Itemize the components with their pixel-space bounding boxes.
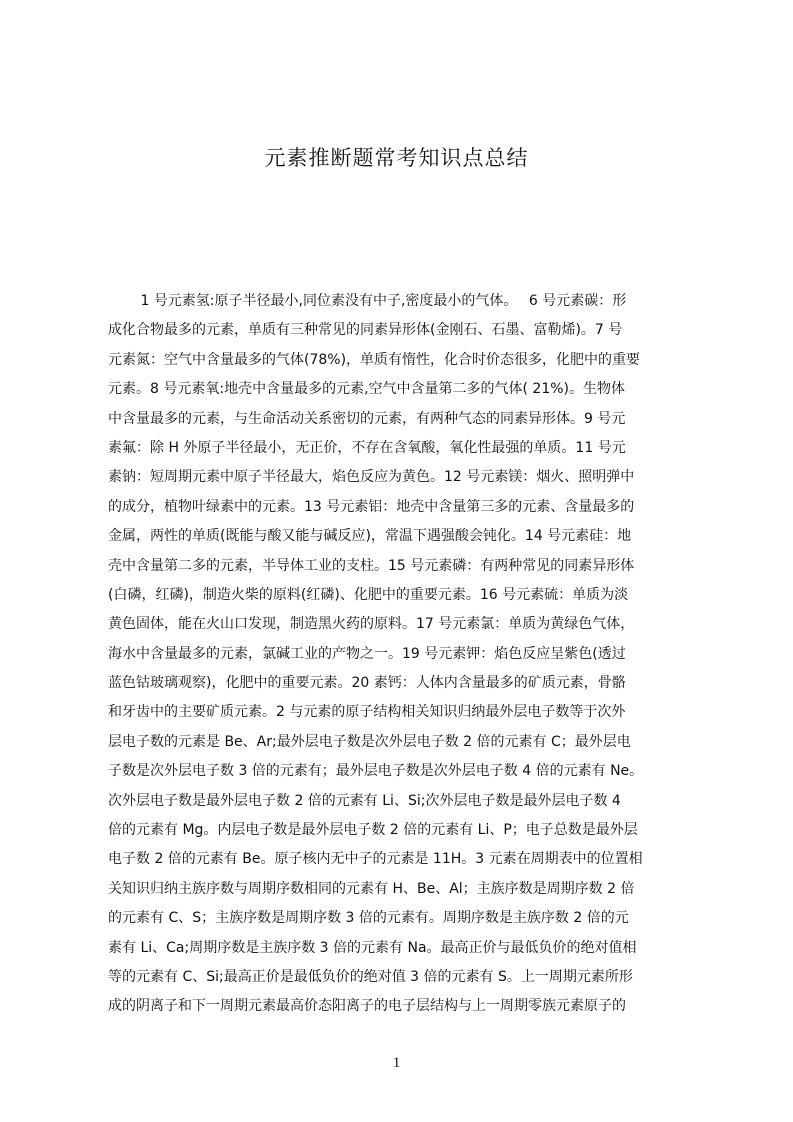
text-line: 金属，两性的单质(既能与酸又能与碱反应)，常温下遇强酸会钝化。14 号元素硅：地 [108,528,632,545]
text-line: 海水中含量最多的元素，氯碱工业的产物之一。19 号元素钾：焰色反应呈紫色(透过 [108,645,626,662]
text-line: 次外层电子数是最外层电子数 2 倍的元素有 Li、Si;次外层电子数是最外层电子数 4 [108,792,621,809]
text-line: 壳中含量第二多的元素，半导体工业的支柱。15 号元素磷：有两种常见的同素异形体 [108,557,635,574]
text-line: 倍的元素有 Mg。内层电子数是最外层电子数 2 倍的元素有 Li、P；电子总数是最外层 [108,822,638,839]
page-number: 1 [392,1055,401,1071]
text-line: 层电子数的元素是 Be、Ar;最外层电子数是次外层电子数 2 倍的元素有 C；最外层电 [108,733,631,750]
text-line: 素氟：除 H 外原子半径最小，无正价，不存在含氧酸，氧化性最强的单质。11 号元 [108,439,626,456]
text-line [108,1022,712,1027]
text-line: 电子数 2 倍的元素有 Be。原子核内无中子的元素是 11H。3 元素在周期表中的位置相 [108,851,643,868]
text-line: 黄色固体，能在火山口发现，制造黑火药的原料。17 号元素氯：单质为黄绿色气体， [108,616,635,633]
document-title: 元素推断题常考知识点总结 [264,146,529,170]
text-line: 等的元素有 C、Si;最高正价是最低负价的绝对值 3 倍的元素有 S。上一周期元素所形 [108,968,633,985]
text-line: 素钠：短周期元素中原子半径最大，焰色反应为黄色。12 号元素镁：烟火、照明弹中 [108,469,635,486]
text-line: 中含量最多的元素，与生命活动关系密切的元素，有两种气态的同素异形体。9 号元 [108,410,626,427]
text-line: 元素。8 号元素氧:地壳中含量最多的元素,空气中含量第二多的气体( 21%)。生物体 [108,381,626,398]
text-line: (白磷，红磷)，制造火柴的原料(红磷)、化肥中的重要元素。16 号元素硫：单质为淡 [108,586,629,603]
text-line: 和牙齿中的主要矿质元素。2 与元素的原子结构相关知识归纳最外层电子数等于次外 [108,704,626,721]
text-line: 的元素有 C、S；主族序数是周期序数 3 倍的元素有。周期序数是主族序数 2 倍的元 [108,910,629,927]
text-line: 1 号元素氢:原子半径最小,同位素没有中子,密度最小的气体。 6 号元素碳：形 [108,293,627,309]
text-line: 素有 Li、Ca;周期序数是主族序数 3 倍的元素有 Na。最高正价与最低负价的绝对值相 [108,939,637,956]
text-line: 元素氮：空气中含量最多的气体(78%)，单质有惰性，化合时价态很多，化肥中的重要 [108,351,641,368]
body-text [108,287,712,1027]
text-line: 的成分，植物叶绿素中的元素。13 号元素铝：地壳中含量第三多的元素、含量最多的 [108,498,635,515]
text-line: 关知识归纳主族序数与周期序数相同的元素有 H、Be、Al；主族序数是周期序数 2 倍 [108,880,635,897]
text-line: 蓝色钴玻璃观察)，化肥中的重要元素。20 素钙：人体内含量最多的矿质元素，骨骼 [108,675,626,692]
text-line: 成的阴离子和下一周期元素最高价态阳离子的电子层结构与上一周期零族元素原子的 [108,998,626,1015]
text-line: 成化合物最多的元素，单质有三种常见的同素异形体(金刚石、石墨、富勒烯)。7 号 [108,322,623,339]
text-line: 子数是次外层电子数 3 倍的元素有；最外层电子数是次外层电子数 4 倍的元素有 Ne。 [108,763,644,780]
